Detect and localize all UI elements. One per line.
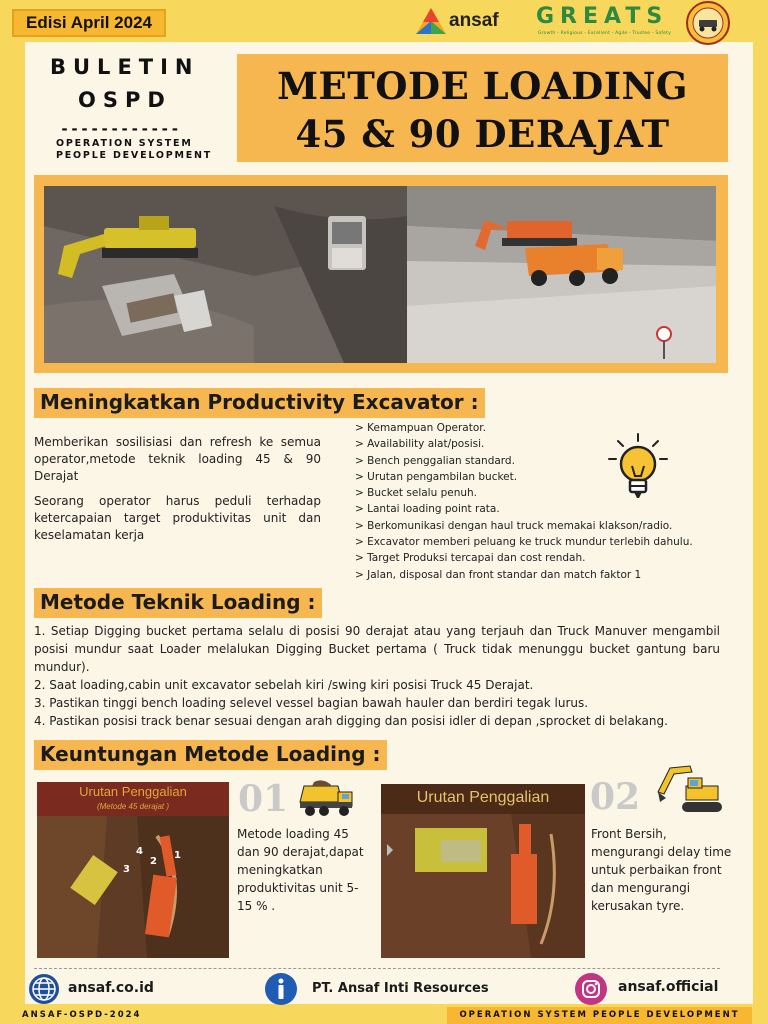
technique-step-2: 2. Saat loading,cabin unit excavator sebelah kiri /swing kiri posisi Truck 45 Derajat. (34, 678, 534, 692)
instagram-icon (574, 972, 608, 1006)
globe-icon (28, 973, 60, 1005)
bulletin-subtitle-line1: OPERATION SYSTEM (56, 138, 193, 149)
website-link[interactable]: ansaf.co.id (68, 980, 154, 996)
edition-badge: Edisi April 2024 (12, 9, 166, 37)
list-item: > Bench penggalian standard. (355, 454, 515, 467)
benefit-number-2: 02 (590, 776, 641, 818)
benefit-line: Front Bersih, (591, 827, 667, 841)
diagram-45-drawing (37, 816, 229, 958)
greats-logo: GREATS (536, 4, 669, 29)
benefit-line: untuk perbaikan front (591, 863, 722, 877)
section-heading-benefits: Keuntungan Metode Loading : (34, 740, 387, 770)
lightbulb-icon (606, 432, 670, 504)
benefit-line: meningkatkan (237, 863, 323, 877)
excavator-icon (656, 764, 728, 816)
digging-sequence-diagram-90 (381, 784, 585, 958)
technique-step-1: 1. Setiap Digging bucket pertama selalu di posisi 90 derajat atau yang terjauh dan Truck Manuver mengambil posisi mundur saat Loader melalukan Digging Bucket pertama ( Truck tidak menunggu bucket gantung baru mundur). (34, 624, 720, 674)
productivity-paragraph-2: Seorang operator harus peduli terhadap ketercapaian target produktivitas unit dan keselamatan kerja (34, 494, 321, 542)
benefit-line: mengurangi delay time (591, 845, 732, 859)
list-item: > Jalan, disposal dan front standar dan match faktor 1 (355, 568, 642, 581)
benefit-line: produktivitas unit 5- (237, 881, 359, 895)
mining-photo-orange-excavator (407, 186, 716, 363)
list-item: > Kemampuan Operator. (355, 422, 486, 434)
list-item: > Urutan pengambilan bucket. (355, 470, 518, 483)
bulletin-title-line2: OSPD (78, 88, 172, 112)
list-item: > Lantai loading point rata. (355, 503, 500, 516)
list-item: > Target Produksi tercapai dan cost rendah. (355, 552, 586, 565)
benefit-text-2 (591, 825, 741, 915)
diagram-mark: 2 (150, 856, 157, 867)
diagram-mark: 3 (123, 864, 130, 875)
benefit-line: Metode loading 45 (237, 827, 349, 841)
diagram-title: Urutan Penggalian (416, 789, 550, 806)
dump-truck-icon (296, 780, 356, 818)
benefit-number-1: 01 (238, 778, 289, 820)
footer-divider (34, 968, 720, 969)
bottom-bar-left: ANSAF-OSPD-2024 (22, 1010, 142, 1020)
technique-step-4: 4. Pastikan posisi track benar sesuai dengan arah digging dan posisi idler di depan ,sprocket di belakang. (34, 714, 668, 728)
diagram-subtitle: (Metode 45 derajat ) (96, 802, 170, 811)
main-title-line1: METODE LOADING (277, 64, 688, 108)
greats-tagline: Growth - Religious - Excellent - Agile - Trustee - Safety (538, 31, 671, 36)
section-heading-technique: Metode Teknik Loading : (34, 588, 322, 618)
mining-photo-excavator-trucks (44, 186, 407, 363)
ansaf-logo-text: ansaf (449, 10, 499, 31)
technique-steps (34, 622, 720, 730)
benefit-line: dan mengurangi (591, 881, 691, 895)
benefit-text-1 (237, 825, 377, 915)
diagram-title: Urutan Penggalian (79, 784, 187, 799)
digging-sequence-diagram-45 (37, 782, 229, 958)
diagram-90-drawing (381, 814, 585, 958)
bottom-bar-right: OPERATION SYSTEM PEOPLE DEVELOPMENT (447, 1007, 752, 1024)
bulletin-subtitle-line2: PEOPLE DEVELOPMENT (56, 150, 213, 161)
benefit-line: 15 % . (237, 899, 276, 913)
diagram-mark: 1 (174, 850, 181, 861)
diagram-mark: 4 (136, 846, 143, 857)
instagram-handle[interactable]: ansaf.official (618, 979, 719, 995)
company-name: PT. Ansaf Inti Resources (312, 981, 489, 996)
section-heading-productivity: Meningkatkan Productivity Excavator : (34, 388, 485, 418)
list-item: > Availability alat/posisi. (355, 438, 485, 451)
list-item: > Excavator memberi peluang ke truck mundur terlebih dahulu. (355, 536, 693, 549)
company-seal-icon (686, 1, 730, 45)
benefit-line: kerusakan tyre. (591, 899, 685, 913)
benefit-line: dan 90 derajat,dapat (237, 845, 364, 859)
productivity-paragraph-1: Memberikan sosilisiasi dan refresh ke semua operator,metode teknik loading 45 & 90 Derajat (34, 435, 321, 483)
bulletin-title-line1: BULETIN (50, 55, 200, 79)
bulletin-divider: ------------ (60, 120, 181, 138)
technique-step-3: 3. Pastikan tinggi bench loading selevel vessel bagian bawah hauler dan berdiri tegak lurus. (34, 696, 589, 710)
info-icon (264, 972, 298, 1006)
main-title-line2: 45 & 90 DERAJAT (295, 112, 670, 156)
list-item: > Berkomunikasi dengan haul truck memakai klakson/radio. (355, 519, 673, 532)
list-item: > Bucket selalu penuh. (355, 487, 478, 500)
main-title-box (237, 54, 728, 162)
